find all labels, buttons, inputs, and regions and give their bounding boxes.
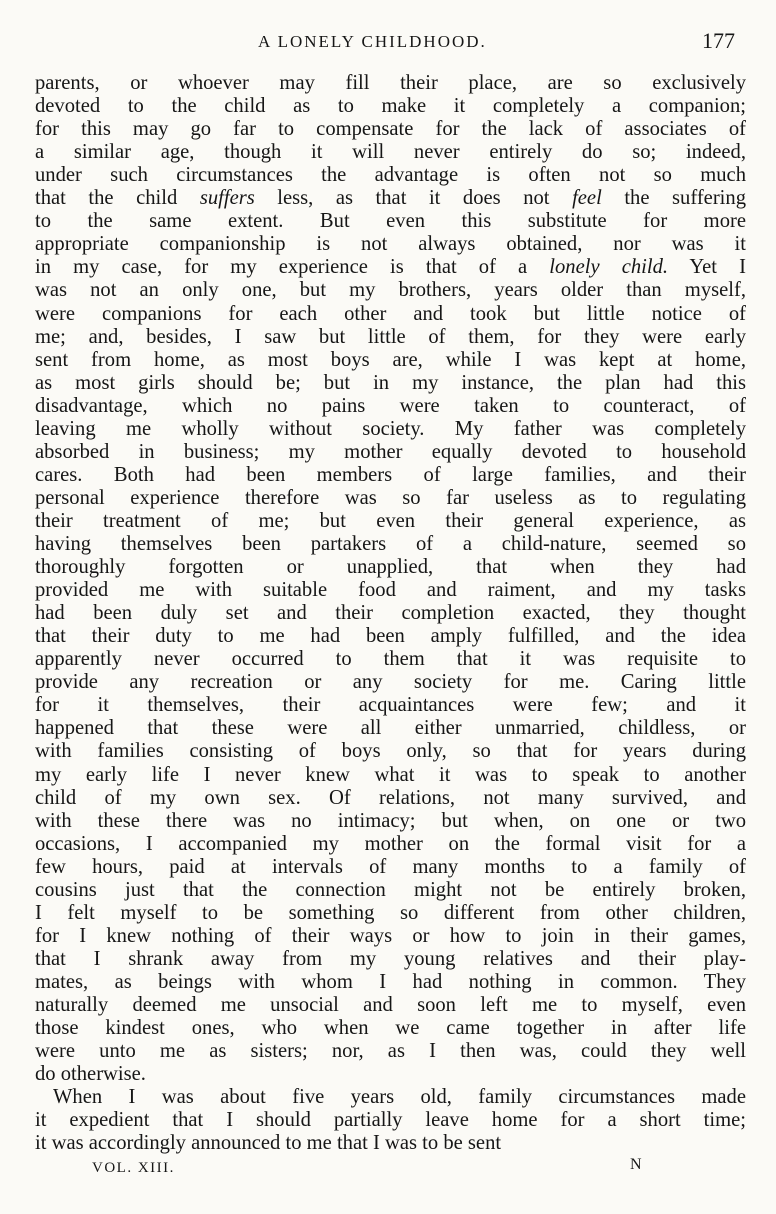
- text-segment: that the child: [35, 187, 200, 209]
- text-line: happened that these were all either unmarried, childless, or: [35, 717, 746, 739]
- text-line: for I knew nothing of their ways or how to join in their games,: [35, 925, 746, 947]
- text-segment: Yet I: [668, 256, 746, 278]
- text-line: cares. Both had been members of large families, and their: [35, 464, 746, 486]
- text-line: as most girls should be; but in my instance, the plan had this: [35, 372, 746, 394]
- text-line: having themselves been partakers of a child-nature, seemed so: [35, 533, 746, 555]
- text-line: a similar age, though it will never entirely do so; indeed,: [35, 141, 746, 163]
- text-line: absorbed in business; my mother equally devoted to household: [35, 441, 746, 463]
- italic-text: lonely child.: [549, 256, 669, 278]
- text-segment: less, as that it does not: [254, 187, 573, 209]
- page-footer: [0, 1156, 776, 1182]
- text-line: few hours, paid at intervals of many months to a family of: [35, 856, 746, 878]
- italic-text: suffers: [199, 187, 255, 209]
- text-line: child of my own sex. Of relations, not many survived, and: [35, 787, 746, 809]
- text-line: provided me with suitable food and raiment, and my tasks: [35, 579, 746, 601]
- text-line: it expedient that I should partially leave home for a short time;: [35, 1109, 746, 1131]
- text-segment: in my case, for my experience is that of a: [35, 256, 550, 278]
- text-line: were unto me as sisters; nor, as I then was, could they well: [35, 1040, 746, 1062]
- page-number: 177: [702, 28, 735, 53]
- text-line: those kindest ones, who when we came together in after life: [35, 1017, 746, 1039]
- text-line: apparently never occurred to them that it was requisite to: [35, 648, 746, 670]
- text-line: it was accordingly announced to me that I was to be sent: [35, 1132, 502, 1154]
- text-line: had been duly set and their completion exacted, they thought: [35, 602, 746, 624]
- text-line: were companions for each other and took but little notice of: [35, 303, 746, 325]
- signature-mark: N: [630, 1156, 642, 1173]
- text-line: appropriate companionship is not always obtained, nor was it: [35, 233, 746, 255]
- volume-label: VOL. XIII.: [92, 1160, 175, 1176]
- page-header: [0, 28, 776, 56]
- text-line: naturally deemed me unsocial and soon left me to myself, even: [35, 994, 746, 1016]
- italic-text: feel: [572, 187, 602, 209]
- text-segment: the suffering: [601, 187, 746, 209]
- text-line: thoroughly forgotten or unapplied, that when they had: [35, 556, 746, 578]
- text-line: disadvantage, which no pains were taken to counteract, of: [35, 395, 746, 417]
- text-line: personal experience therefore was so far useless as to regulating: [35, 487, 746, 509]
- text-line: sent from home, as most boys are, while I was kept at home,: [35, 349, 746, 371]
- text-line: under such circumstances the advantage is often not so much: [35, 164, 746, 186]
- text-line: for this may go far to compensate for the lack of associates of: [35, 118, 746, 140]
- text-line: was not an only one, but my brothers, years older than myself,: [35, 279, 746, 301]
- text-line: my early life I never knew what it was to speak to another: [35, 764, 746, 786]
- text-line: cousins just that the connection might not be entirely broken,: [35, 879, 746, 901]
- text-line: provide any recreation or any society for me. Caring little: [35, 671, 746, 693]
- running-title: A LONELY CHILDHOOD.: [258, 32, 487, 51]
- text-line: occasions, I accompanied my mother on the formal visit for a: [35, 833, 746, 855]
- text-line: their treatment of me; but even their general experience, as: [35, 510, 746, 532]
- text-line: mates, as beings with whom I had nothing in common. They: [35, 971, 746, 993]
- text-line: I felt myself to be something so different from other children,: [35, 902, 746, 924]
- text-line: with families consisting of boys only, so that for years during: [35, 740, 746, 762]
- text-line: that their duty to me had been amply fulfilled, and the idea: [35, 625, 746, 647]
- text-line: me; and, besides, I saw but little of them, for they were early: [35, 326, 746, 348]
- text-line: to the same extent. But even this substitute for more: [35, 210, 746, 232]
- text-line: devoted to the child as to make it completely a companion;: [35, 95, 746, 117]
- text-line: with these there was no intimacy; but when, on one or two: [35, 810, 746, 832]
- text-line: leaving me wholly without society. My father was completely: [35, 418, 746, 440]
- text-line: When I was about five years old, family circumstances made: [53, 1086, 746, 1108]
- text-line: that I shrank away from my young relatives and their play-: [35, 948, 746, 970]
- text-line: parents, or whoever may fill their place, are so exclusively: [35, 72, 746, 94]
- text-line: for it themselves, their acquaintances were few; and it: [35, 694, 746, 716]
- text-line: [35, 187, 746, 210]
- text-line: [35, 256, 746, 279]
- text-line: do otherwise.: [35, 1063, 146, 1085]
